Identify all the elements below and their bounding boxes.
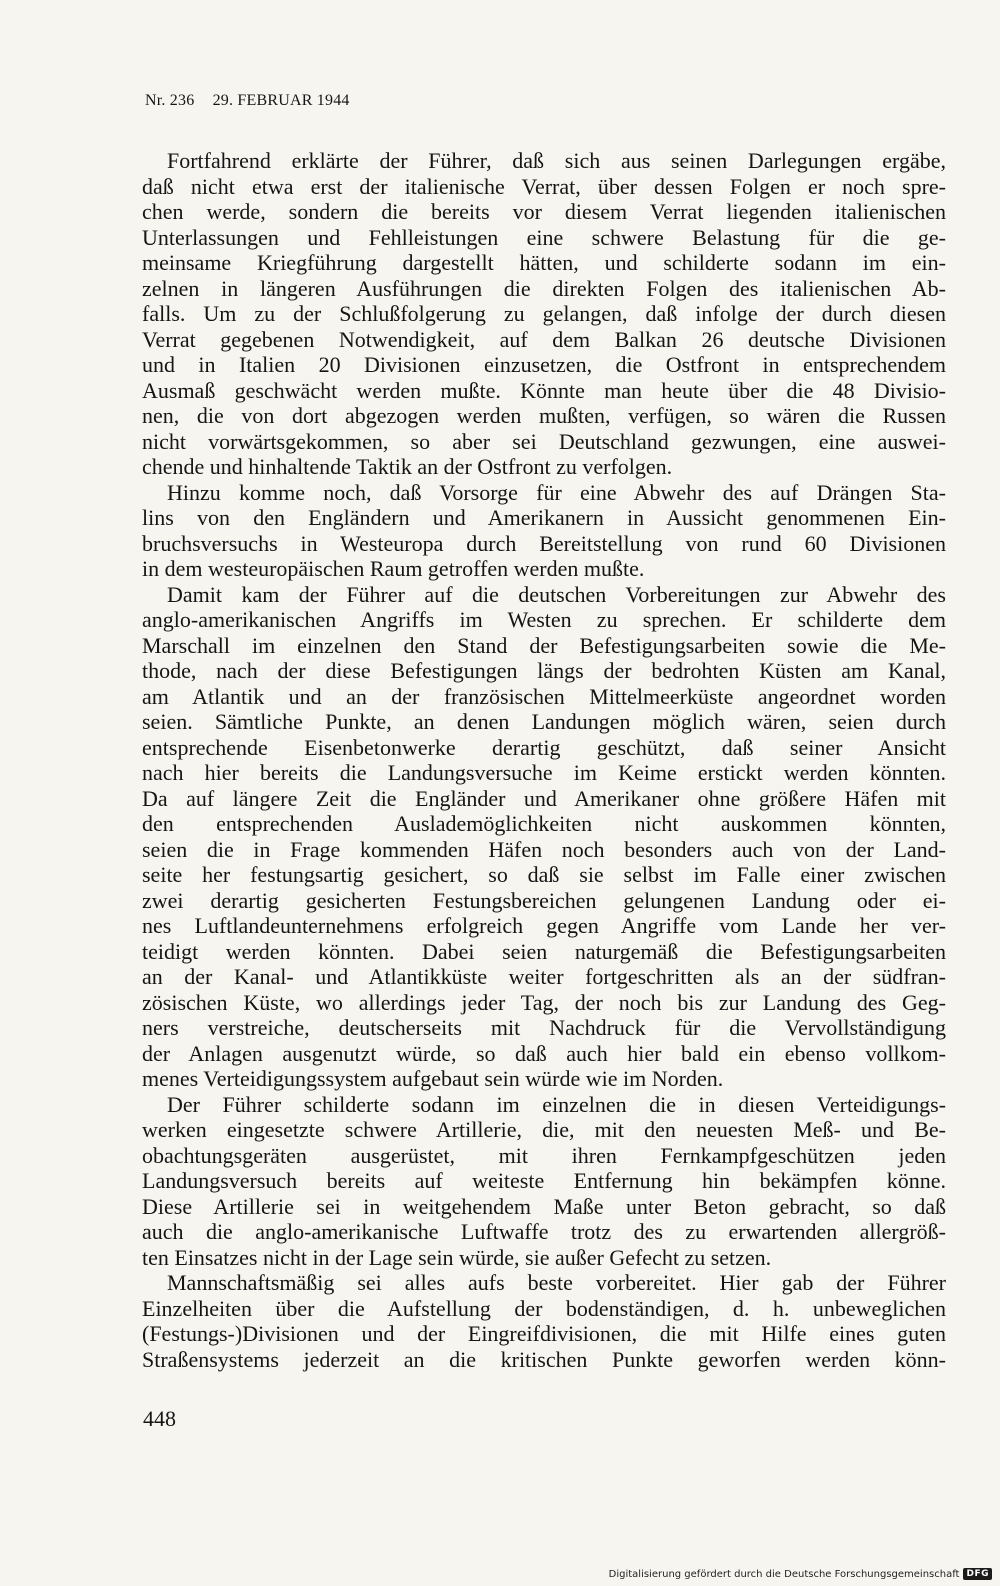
- text-line: Straßensystems jederzeit an die kritischen Punkte geworfen werden könn-: [142, 1346, 946, 1372]
- text-line: (Festungs-)Divisionen und der Eingreifdivisionen, die mit Hilfe eines guten: [142, 1321, 946, 1346]
- page-number: 448: [143, 1406, 176, 1431]
- text-line: zwei derartig gesicherten Festungsbereichen gelungenen Landung oder ei-: [142, 887, 946, 913]
- text-line: Mannschaftsmäßig sei alles aufs beste vorbereitet. Hier gab der Führer: [167, 1270, 946, 1295]
- body-text: [142, 148, 946, 1372]
- text-line: Marschall im einzelnen den Stand der Befestigungsarbeiten sowie die Me-: [142, 632, 946, 658]
- text-line: zösischen Küste, wo allerdings jeder Tag, der noch bis zur Landung des Geg-: [142, 989, 946, 1015]
- text-line: und in Italien 20 Divisionen einzusetzen, die Ostfront in entsprechendem: [142, 352, 946, 377]
- funding-note: Digitalisierung gefördert durch die Deutsche Forschungsgemeinschaft: [608, 1568, 960, 1580]
- text-line: in dem westeuropäischen Raum getroffen werden mußte.: [142, 556, 645, 581]
- text-line: Fortfahrend erklärte der Führer, daß sich aus seinen Darlegungen ergäbe,: [167, 148, 946, 173]
- footer: [609, 1568, 992, 1580]
- text-line: seite her festungsartig gesichert, so daß sie selbst im Falle einer zwischen: [142, 862, 946, 887]
- text-line: an der Kanal- und Atlantikküste weiter fortgeschritten als an der südfran-: [142, 964, 946, 989]
- text-line: thode, nach der diese Befestigungen längs der bedrohten Küsten am Kanal,: [142, 658, 946, 683]
- text-line: entsprechende Eisenbetonwerke derartig geschützt, daß seiner Ansicht: [142, 734, 946, 760]
- text-line: Der Führer schilderte sodann im einzelnen die in diesen Verteidigungs-: [167, 1091, 946, 1117]
- text-line: den entsprechenden Auslademöglichkeiten nicht auskommen könnten,: [142, 811, 946, 836]
- text-line: Verrat gegebenen Notwendigkeit, auf dem Balkan 26 deutsche Divisionen: [142, 326, 946, 352]
- text-line: Landungsversuch bereits auf weiteste Entfernung hin bekämpfen könne.: [142, 1168, 946, 1193]
- text-line: Damit kam der Führer auf die deutschen Vorbereitungen zur Abwehr des: [167, 581, 946, 607]
- text-line: chende und hinhaltende Taktik an der Ostfront zu verfolgen.: [142, 454, 673, 479]
- document-number: Nr. 236: [145, 92, 195, 109]
- text-line: zelnen in längeren Ausführungen die direkten Folgen des italienischen Ab-: [142, 275, 946, 301]
- text-line: ners verstreiche, deutscherseits mit Nachdruck für die Vervollständigung: [142, 1015, 946, 1040]
- text-line: daß nicht etwa erst der italienische Verrat, über dessen Folgen er noch spre-: [142, 173, 946, 199]
- text-line: obachtungsgeräten ausgerüstet, mit ihren Fernkampfgeschützen jeden: [142, 1142, 946, 1168]
- text-line: lins von den Engländern und Amerikanern in Aussicht genommenen Ein-: [142, 505, 946, 530]
- text-line: menes Verteidigungssystem aufgebaut sein würde wie im Norden.: [142, 1066, 724, 1091]
- text-line: anglo-amerikanischen Angriffs im Westen zu sprechen. Er schilderte dem: [142, 607, 946, 632]
- text-line: werken eingesetzte schwere Artillerie, die, mit den neuesten Meß- und Be-: [142, 1117, 946, 1142]
- text-line: seien die in Frage kommenden Häfen noch besonders auch von der Land-: [142, 836, 946, 862]
- text-line: Unterlassungen und Fehlleistungen eine schwere Belastung für die ge-: [142, 224, 946, 250]
- text-line: Diese Artillerie sei in weitgehendem Maße unter Beton gebracht, so daß: [142, 1193, 946, 1219]
- text-line: Ausmaß geschwächt werden mußte. Könnte man heute über die 48 Divisio-: [142, 377, 946, 403]
- dfg-logo: DFG: [963, 1568, 992, 1580]
- text-line: nes Luftlandeunternehmens erfolgreich gegen Angriffe vom Lande her ver-: [142, 913, 946, 938]
- text-line: bruchsversuchs in Westeuropa durch Bereitstellung von rund 60 Divisionen: [142, 530, 946, 556]
- text-line: der Anlagen ausgenutzt würde, so daß auch hier bald ein ebenso vollkom-: [142, 1040, 946, 1066]
- text-line: am Atlantik und an der französischen Mittelmeerküste angeordnet worden: [142, 683, 946, 709]
- text-line: nach hier bereits die Landungsversuche im Keime erstickt werden könnten.: [142, 760, 946, 785]
- text-line: auch die anglo-amerikanische Luftwaffe trotz des zu erwartenden allergröß-: [142, 1219, 946, 1244]
- text-line: meinsame Kriegführung dargestellt hätten, und schilderte sodann im ein-: [142, 250, 946, 275]
- text-line: Einzelheiten über die Aufstellung der bodenständigen, d. h. unbeweglichen: [142, 1295, 946, 1321]
- text-line: seien. Sämtliche Punkte, an denen Landungen möglich wären, seien durch: [142, 709, 946, 734]
- text-line: Da auf längere Zeit die Engländer und Amerikaner ohne größere Häfen mit: [142, 785, 946, 811]
- text-line: teidigt werden könnten. Dabei seien naturgemäß die Befestigungsarbeiten: [142, 938, 946, 964]
- text-line: nicht vorwärtsgekommen, so aber sei Deutschland gezwungen, eine auswei-: [142, 428, 946, 454]
- text-line: falls. Um zu der Schlußfolgerung zu gelangen, daß infolge der durch diesen: [142, 301, 946, 326]
- text-line: ten Einsatzes nicht in der Lage sein würde, sie außer Gefecht zu setzen.: [142, 1244, 772, 1270]
- text-line: Hinzu komme noch, daß Vorsorge für eine Abwehr des auf Drängen Sta-: [167, 479, 946, 505]
- document-date: 29. FEBRUAR 1944: [212, 92, 350, 109]
- text-line: nen, die von dort abgezogen werden mußten, verfügen, so wären die Russen: [142, 403, 946, 428]
- text-line: chen werde, sondern die bereits vor diesem Verrat liegenden italienischen: [142, 199, 946, 224]
- running-head: [145, 92, 350, 110]
